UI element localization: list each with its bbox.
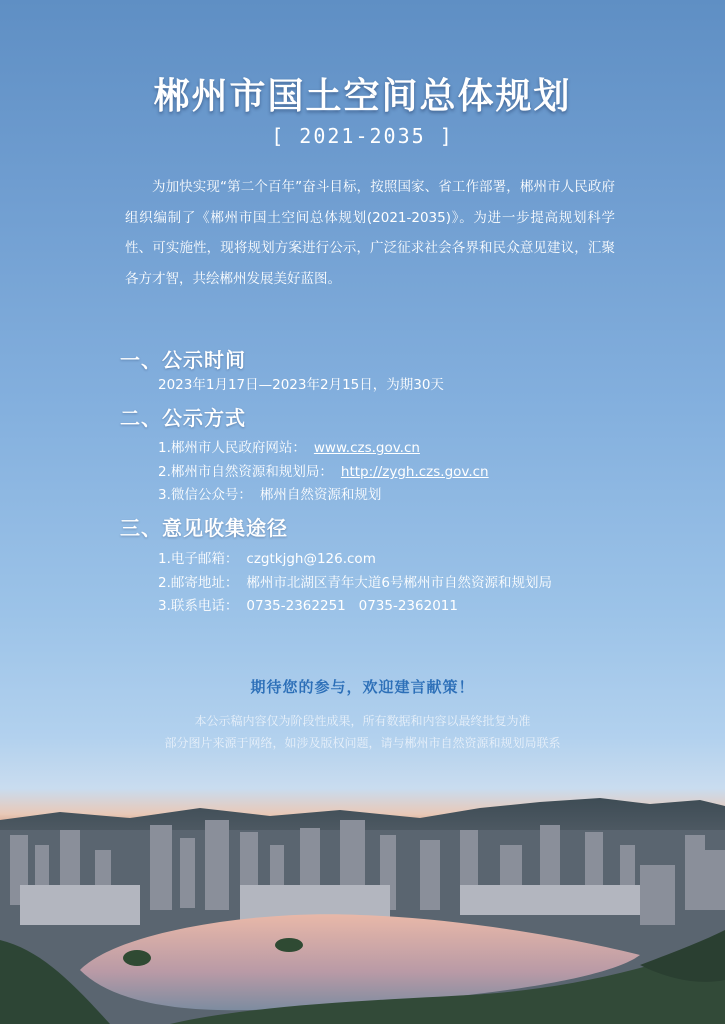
feedback-label: 3.联系电话： [158, 598, 239, 614]
feedback-item-address [158, 571, 552, 591]
method-label: 3.微信公众号： [158, 487, 252, 503]
method-label: 2.郴州市自然资源和规划局： [158, 464, 333, 480]
wechat-account: 郴州自然资源和规划 [259, 487, 382, 503]
publicity-period: 2023年1月17日—2023年2月15日，为期30天 [158, 377, 444, 393]
page-title: 郴州市国土空间总体规划 [153, 76, 572, 117]
plan-years: [ 2021-2035 ] [271, 124, 454, 148]
bureau-website-link[interactable]: http://zygh.czs.gov.cn [340, 464, 489, 480]
section-heading-time: 一、公示时间 [120, 348, 246, 372]
feedback-label: 1.电子邮箱： [158, 551, 239, 567]
method-item-website [158, 436, 420, 456]
method-item-wechat [158, 483, 381, 503]
section-heading-method: 二、公示方式 [120, 406, 246, 430]
method-item-bureau [158, 460, 489, 480]
feedback-item-email [158, 547, 376, 567]
email-address[interactable]: czgtkjgh@126.com [246, 551, 376, 567]
city-skyline-image [0, 790, 725, 1024]
feedback-item-phone [158, 594, 458, 614]
copyright-note: 部分图片来源于网络，如涉及版权问题，请与郴州市自然资源和规划局联系 [164, 736, 561, 750]
postal-address: 郴州市北湖区青年大道6号郴州市自然资源和规划局 [246, 575, 552, 591]
feedback-label: 2.邮寄地址： [158, 575, 239, 591]
disclaimer-note: 本公示稿内容仅为阶段性成果，所有数据和内容以最终批复为准 [194, 714, 531, 728]
phone-numbers: 0735-2362251 0735-2362011 [246, 598, 458, 614]
intro-paragraph: 为加快实现“第二个百年”奋斗目标，按照国家、省工作部署，郴州市人民政府组织编制了《郴州市国土空间总体规划(2021-2035)》。为进一步提高规划科学性、可实施性，现将规划方案进行公示，广泛征求社会各界和民众意见建议，汇聚各方才智，共绘郴州发展美好蓝图。 [125, 179, 615, 287]
slogan: 期待您的参与，欢迎建言献策！ [250, 678, 475, 696]
method-label: 1.郴州市人民政府网站： [158, 440, 306, 456]
section-heading-feedback: 三、意见收集途径 [120, 516, 288, 540]
gov-website-link[interactable]: www.czs.gov.cn [313, 440, 420, 456]
